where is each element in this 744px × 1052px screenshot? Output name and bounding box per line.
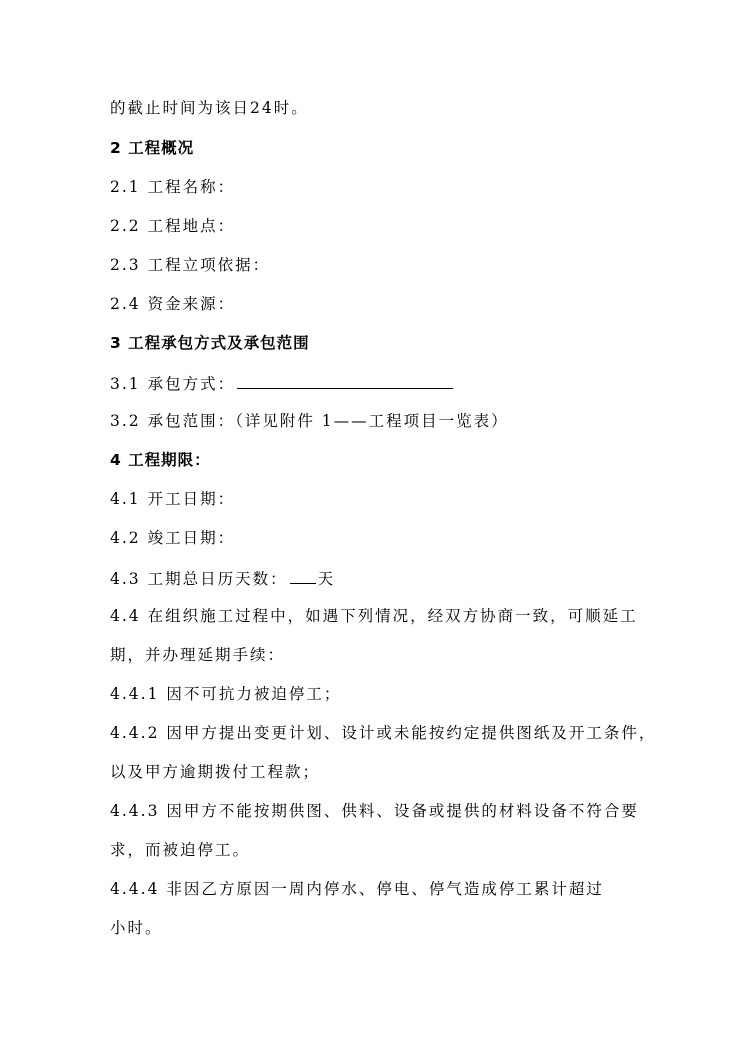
item-4-4-3-line-1: 4.4.3 因甲方不能按期供图、供料、设备或提供的材料设备不符合要	[110, 802, 639, 820]
item-4-4-4-line-2: 小时。	[110, 919, 163, 937]
item-2-1-project-name: 2.1 工程名称：	[110, 178, 236, 196]
item-3-1-contract-method	[110, 372, 455, 394]
item-4-3-total-days	[110, 567, 335, 589]
total-days-blank	[290, 567, 316, 584]
item-2-3-project-basis: 2.3 工程立项依据：	[110, 256, 271, 274]
item-4-4-2-line-2: 以及甲方逾期拨付工程款；	[110, 763, 321, 781]
section-heading-3: 3 工程承包方式及承包范围	[110, 334, 310, 352]
section-heading-4: 4 工程期限：	[110, 451, 211, 469]
section-heading-2: 2 工程概况	[110, 139, 195, 157]
text-line-deadline: 的截止时间为该日24时。	[110, 99, 309, 117]
item-3-1-label: 3.1 承包方式：	[110, 375, 236, 393]
item-4-2-completion-date: 4.2 竣工日期：	[110, 529, 236, 547]
item-4-1-start-date: 4.1 开工日期：	[110, 490, 236, 508]
contract-method-blank	[237, 372, 453, 389]
item-4-4-4-line-1: 4.4.4 非因乙方原因一周内停水、停电、停气造成停工累计超过	[110, 880, 604, 898]
item-2-4-fund-source: 2.4 资金来源：	[110, 295, 236, 313]
item-4-4-1: 4.4.1 因不可抗力被迫停工；	[110, 685, 342, 703]
item-4-4-line-2: 期，并办理延期手续：	[110, 646, 286, 664]
item-4-4-3-line-2: 求，而被迫停工。	[110, 841, 251, 859]
days-unit: 天	[317, 570, 336, 588]
item-3-2-contract-scope: 3.2 承包范围：（详见附件 1——工程项目一览表）	[110, 412, 509, 430]
item-4-4-line-1: 4.4 在组织施工过程中，如遇下列情况，经双方协商一致，可顺延工	[110, 607, 638, 625]
item-4-4-2-line-1: 4.4.2 因甲方提出变更计划、设计或未能按约定提供图纸及开工条件，	[110, 724, 657, 742]
item-2-2-project-location: 2.2 工程地点：	[110, 217, 236, 235]
item-4-3-label: 4.3 工期总日历天数：	[110, 570, 288, 588]
